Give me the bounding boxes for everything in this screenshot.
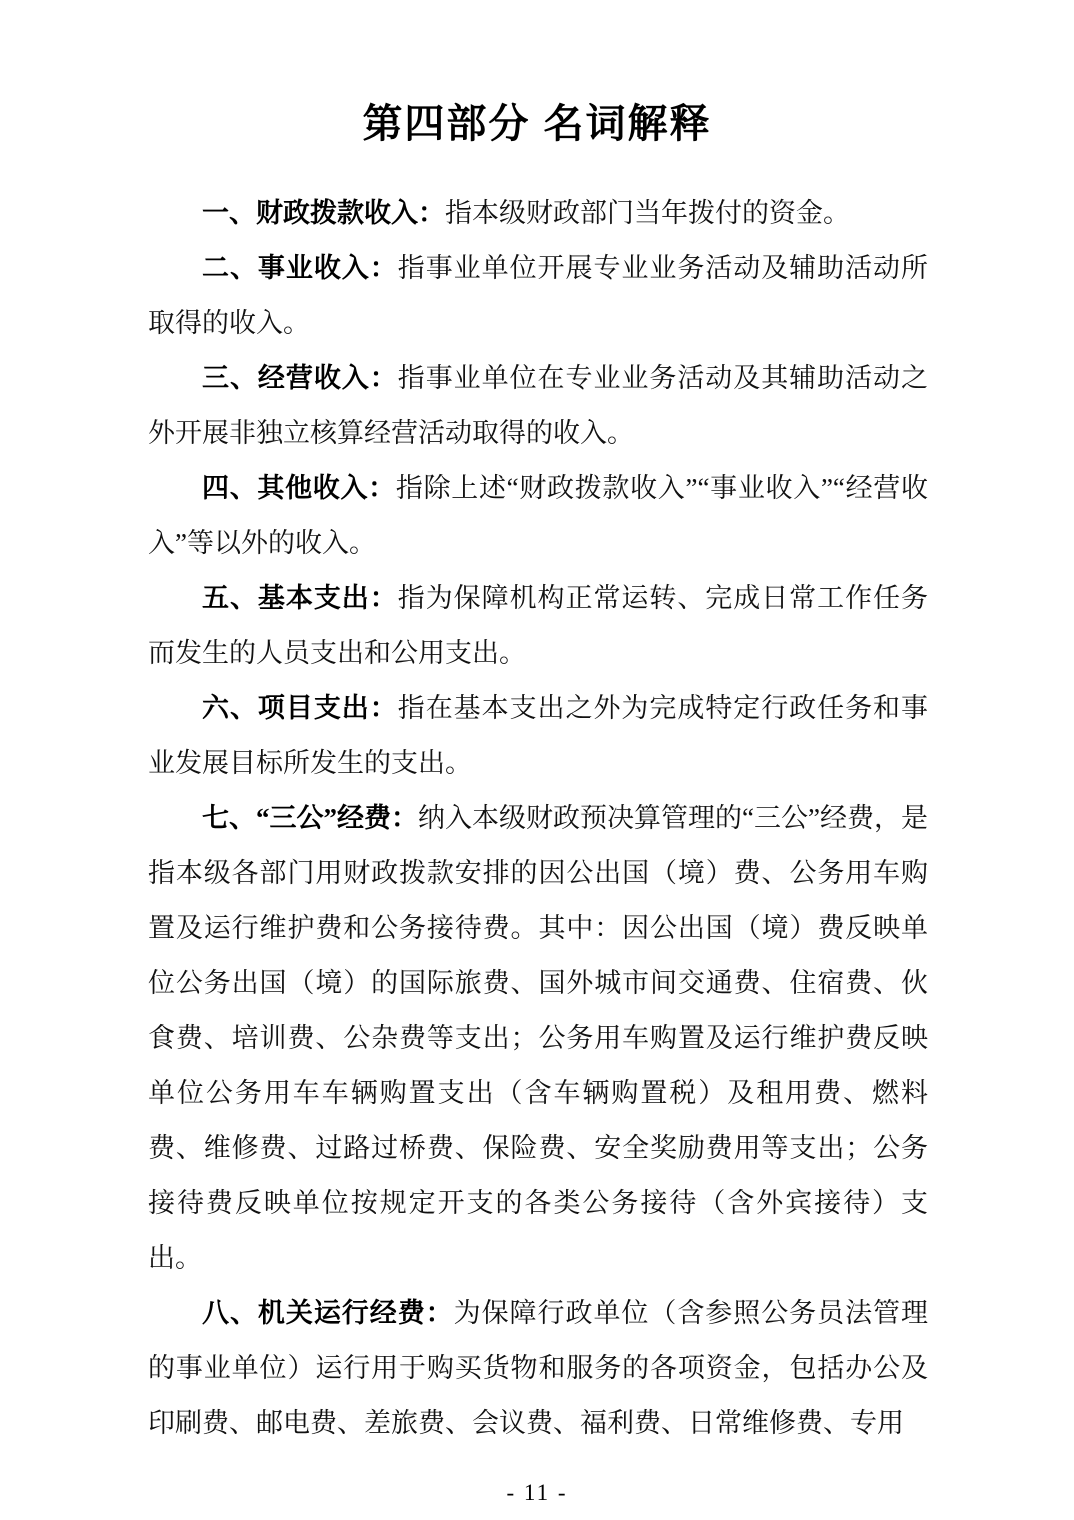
definition-term: 四、其他收入： [202,473,396,503]
definition-term: 五、基本支出： [202,583,398,613]
definition-text: 纳入本级财政预决算管理的“三公”经费，是指本级各部门用财政拨款安排的因公出国（境）费、公务用车购置及运行维护费和公务接待费。其中：因公出国（境）费反映单位公务出国（境）的国际旅费、国外城市间交通费、住宿费、伙食费、培训费、公杂费等支出；公务用车购置及运行维护费反映单位公务用车车辆购置支出（含车辆购置税）及租用费、燃料费、维修费、过路过桥费、保险费、安全奖励费用等支出；公务接待费反映单位按规定开支的各类公务接待（含外宾接待）支出。 [148,803,929,1273]
definition-paragraph [148,791,928,1286]
page-number: - 11 - [506,1480,568,1505]
definition-term: 一、财政拨款收入： [202,198,445,228]
definition-text: 指事业单位开展专业业务活动及辅助活动所取得的收入。 [148,253,929,338]
page-title: 第四部分 名词解释 [362,102,712,146]
definition-term: 七、“三公”经费： [202,803,419,833]
definition-paragraph [148,241,928,351]
definition-term: 三、经营收入： [202,363,398,393]
definition-paragraph [148,681,928,791]
definition-paragraph [148,186,928,241]
definition-term: 二、事业收入： [202,253,398,283]
definitions [148,186,928,1451]
definition-paragraph [148,571,928,681]
definition-text: 指本级财政部门当年拨付的资金。 [445,198,850,228]
definition-term: 八、机关运行经费： [202,1298,454,1328]
definition-text: 指在基本支出之外为完成特定行政任务和事业发展目标所发生的支出。 [148,693,929,778]
definition-text: 指为保障机构正常运转、完成日常工作任务而发生的人员支出和公用支出。 [148,583,929,668]
definition-text: 指除上述“财政拨款收入”“事业收入”“经营收入”等以外的收入。 [148,473,929,558]
definition-paragraph [148,461,928,571]
definition-term: 六、项目支出： [202,693,398,723]
definition-text: 指事业单位在专业业务活动及其辅助活动之外开展非独立核算经营活动取得的收入。 [148,363,929,448]
definition-paragraph [148,351,928,461]
definition-paragraph [148,1286,928,1451]
definition-text: 为保障行政单位（含参照公务员法管理的事业单位）运行用于购买货物和服务的各项资金，包括办公及印刷费、邮电费、差旅费、会议费、福利费、日常维修费、专用 [148,1298,928,1438]
